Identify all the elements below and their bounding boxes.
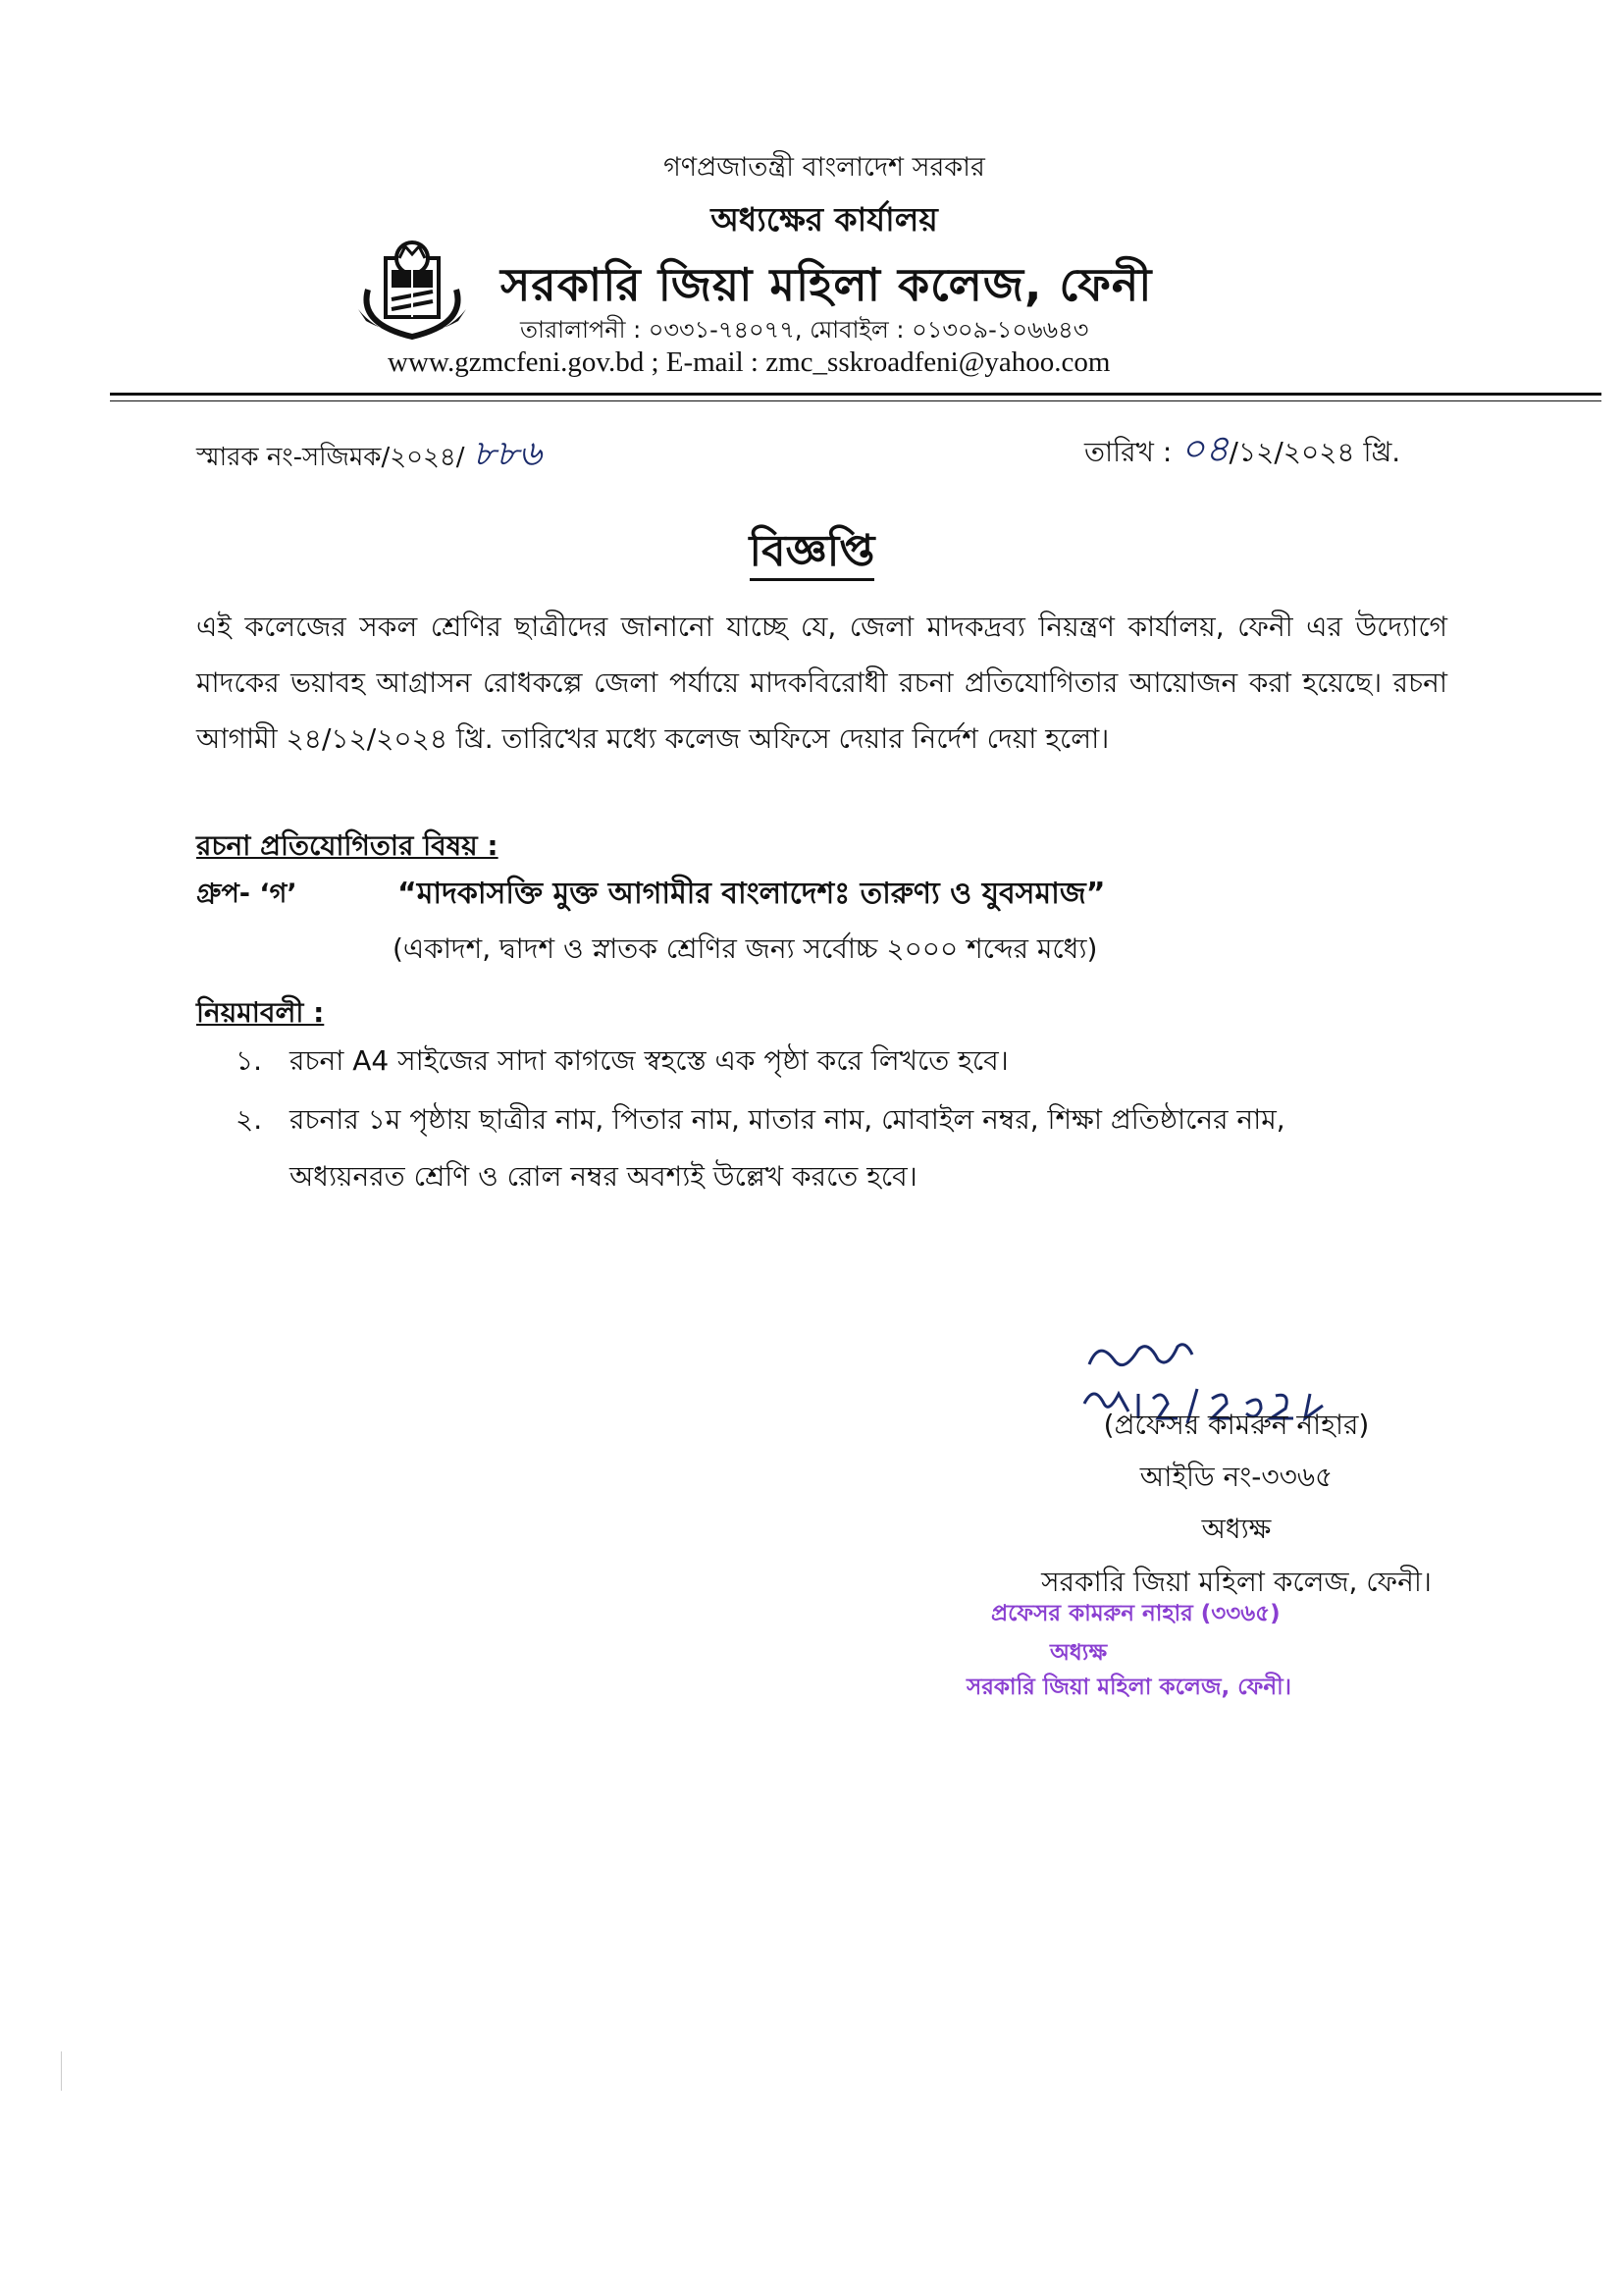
header-divider [110,393,1601,396]
date-label: তারিখ : [1084,436,1181,468]
stamp-line-name: প্রফেসর কামরুন নাহার (৩৩৬৫) [991,1601,1281,1626]
topic-group: গ্রুপ- ‘গ’ [196,878,297,909]
notice-title [0,518,1624,590]
government-line: গণপ্রজাতন্ত্রী বাংলাদেশ সরকার [663,152,985,183]
notice-title-text: বিজ্ঞপ্তি [750,526,875,581]
college-name: সরকারি জিয়া মহিলা কলেজ, ফেনী [500,258,1153,311]
topic-heading: রচনা প্রতিযোগিতার বিষয় : [196,829,498,862]
rule-text: রচনা A4 সাইজের সাদা কাগজে স্বহস্তে এক পৃষ্ঠা করে লিখতে হবে। [289,1044,1009,1077]
office-line: অধ্যক্ষের কার্যালয় [710,200,938,239]
essay-title: “মাদকাসক্তি মুক্ত আগামীর বাংলাদেশঃ তারুণ্য ও যুবসমাজ” [397,877,1106,911]
memo-number-handwritten: ৮৮৬ [472,434,542,474]
header-divider-thin [110,400,1601,401]
rule-text-continued: অধ্যয়নরত শ্রেণি ও রোল নম্বর অবশ্যই উল্লেখ করতে হবে। [289,1160,917,1193]
college-logo-emblem [348,231,476,344]
signatory-institution: সরকারি জিয়া মহিলা কলেজ, ফেনী। [1041,1566,1432,1598]
signatory-id: আইডি নং-৩৩৬৫ [1139,1461,1334,1493]
date-day-handwritten: ০৪ [1180,427,1230,470]
contact-web-email: www.gzmcfeni.gov.bd ; E-mail : zmc_sskroadfeni@yahoo.com [388,346,1111,378]
stamp-line-institution: সরকারি জিয়া মহিলা কলেজ, ফেনী। [967,1675,1291,1700]
stamp-line-designation: অধ্যক্ষ [1050,1640,1108,1666]
signatory-designation: অধ্যক্ষ [1201,1513,1272,1545]
rule-number: ১. [236,1044,263,1077]
rule-number: ২. [236,1103,263,1136]
memo-reference [196,427,542,486]
notice-body: এই কলেজের সকল শ্রেণির ছাত্রীদের জানানো যাচ্ছে যে, জেলা মাদকদ্রব্য নিয়ন্ত্রণ কার্যালয়, ফেনী এর উদ্যোগে মাদকের ভয়াবহ আগ্রাসন রোধকল্পে জেলা পর্যায়ে মাদকবিরোধী রচনা প্রতিযোগিতার আয়োজন করা হয়েছে। রচনা আগামী ২৪/১২/২০২৪ খ্রি. তারিখের মধ্যে কলেজ অফিসে দেয়ার নির্দেশ দেয়া হলো। [196,611,1447,755]
notice-date [1084,420,1400,483]
essay-note: (একাদশ, দ্বাদশ ও স্নাতক শ্রেণির জন্য সর্বোচ্চ ২০০০ শব্দের মধ্যে) [393,932,1098,965]
rule-item [236,1033,1452,1090]
rule-item [236,1091,1452,1205]
scan-margin-mark [61,2051,62,2091]
contact-phone: তারালাপনী : ০৩৩১-৭৪০৭৭, মোবাইল : ০১৩০৯-১০৬৬৪৩ [520,316,1089,344]
memo-prefix: স্মারক নং-সজিমক/২০২৪/ [196,443,473,472]
signatory-name: (প্রফেসর কামরুন নাহার) [1103,1409,1370,1441]
rules-heading: নিয়মাবলী : [196,996,325,1029]
rule-text: রচনার ১ম পৃষ্ঠায় ছাত্রীর নাম, পিতার নাম, মাতার নাম, মোবাইল নম্বর, শিক্ষা প্রতিষ্ঠানের নাম, [289,1103,1285,1136]
date-rest: /১২/২০২৪ খ্রি. [1229,436,1401,468]
